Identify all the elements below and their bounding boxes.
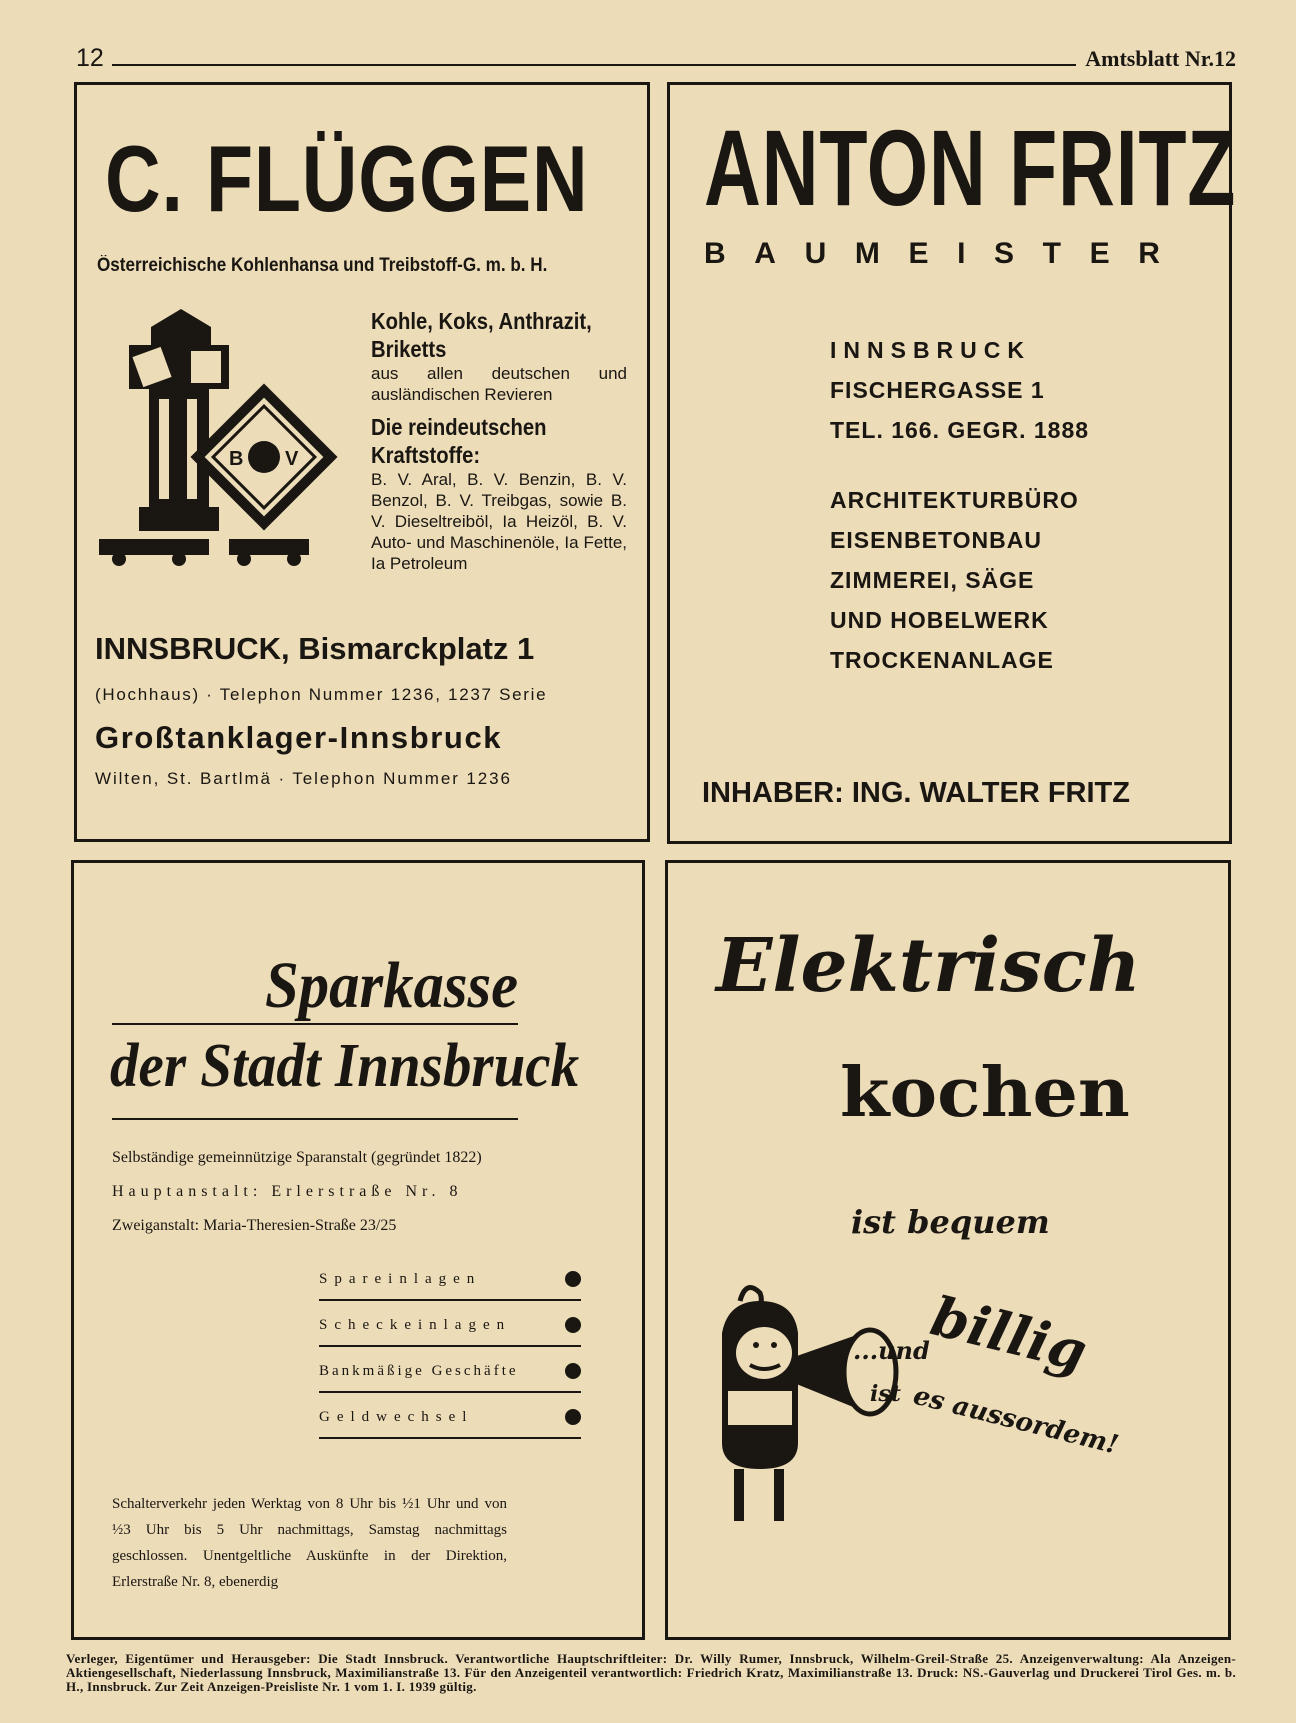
list-item [319, 1393, 581, 1439]
tagline: ist bequem [851, 1203, 1050, 1241]
depot-name: Großtanklager-Innsbruck [95, 720, 503, 755]
journal-title: Amtsblatt Nr.12 [1085, 46, 1236, 71]
company-name: ANTON FRITZ [704, 107, 1237, 228]
slogan-ausserdem: es aussordem! [910, 1380, 1122, 1461]
owner: INHABER: ING. WALTER FRITZ [702, 777, 1130, 809]
title-rule [112, 1118, 518, 1120]
ad-sparkasse [71, 860, 645, 1640]
service-label: Spareinlagen [319, 1271, 482, 1287]
city: INNSBRUCK [830, 337, 1031, 363]
products-heading: Kohle, Koks, Anthrazit, [371, 308, 592, 334]
list-item [319, 1301, 581, 1347]
bullet-icon [565, 1363, 581, 1379]
title-rule [112, 1023, 518, 1025]
bank-title: Sparkasse [264, 949, 518, 1022]
bullet-icon [565, 1317, 581, 1333]
page-number: 12 [76, 44, 104, 72]
ad-elektrisch-kochen [665, 860, 1231, 1640]
fuel-pump-illustration [99, 307, 339, 577]
street: FISCHERGASSE 1 [830, 377, 1045, 403]
ad-flueggen [74, 82, 650, 842]
profession-letter: A [754, 237, 776, 270]
profession-letter: E [908, 237, 929, 270]
service-item: TROCKENANLAGE [830, 647, 1054, 673]
service-label: Bankmäßige Geschäfte [319, 1363, 519, 1379]
bank-info-line: Selbständige gemeinnützige Sparanstalt (gegründet 1822) [112, 1149, 482, 1166]
depot-phone: Wilten, St. Bartlmä · Telephon Nummer 1236 [95, 769, 512, 788]
headline-kochen: kochen [840, 1053, 1130, 1133]
fuels-heading-2: Kraftstoffe: [371, 442, 481, 468]
bullet-icon [565, 1271, 581, 1287]
profession-letter: I [957, 237, 966, 270]
logo-letter-b: B [229, 448, 244, 470]
profession-letter: E [1089, 237, 1110, 270]
products-text: aus allen deutschen und ausländischen Revieren [371, 364, 627, 404]
company-subtitle: Österreichische Kohlenhansa und Treibstoff-G. m. b. H. [97, 255, 548, 276]
service-label: Geldwechsel [319, 1409, 474, 1425]
bullet-icon [565, 1409, 581, 1425]
products-heading-2: Briketts [371, 336, 447, 362]
service-item: EISENBETONBAU [830, 527, 1042, 553]
fuels-text: B. V. Aral, B. V. Benzin, B. V. Benzol, B. V. Treibgas, sowie B. V. Dieseltreiböl, Ia Heizöl, B. V. Auto- und Maschinenöle, Ia Fette, Ia Petroleum [371, 470, 627, 573]
slogan-und: ...und [853, 1336, 930, 1365]
slogan-ist: ist [870, 1381, 901, 1407]
bank-branch: Zweiganstalt: Maria-Theresien-Straße 23/25 [112, 1217, 397, 1234]
profession [704, 237, 1160, 271]
profession-letter: T [1042, 237, 1061, 270]
contact-block [830, 330, 1089, 680]
company-address: INNSBRUCK, Bismarckplatz 1 [95, 631, 535, 666]
imprint: Verleger, Eigentümer und Herausgeber: Die Stadt Innsbruck. Verantwortliche Hauptschriftleiter: Dr. Willy Rumer, Innsbruck, Wilhelm-Greil-Straße 25. Anzeigenverwaltung: Ala Anzeigen-Aktiengesellschaft, Niederlassung Innsbruck, Maximilianstraße 13. Für den Anzeigenteil verantwortlich: Friedrich Kratz, Maximilianstraße 13. Druck: NS.-Gauverlag und Druckerei Tirol Ges. m. b. H., Innsbruck. Zur Zeit Anzeigen-Preisliste Nr. 1 vom 1. I. 1939 gültig. [66, 1651, 1236, 1694]
profession-letter: R [1138, 237, 1160, 270]
product-column [371, 307, 627, 574]
service-list [319, 1255, 581, 1439]
service-item: ZIMMEREI, SÄGE [830, 567, 1035, 593]
profession-letter: M [854, 237, 880, 270]
bank-main-office: Hauptanstalt: Erlerstraße Nr. 8 [112, 1183, 463, 1200]
list-item [319, 1255, 581, 1301]
service-item: ARCHITEKTURBÜRO [830, 487, 1079, 513]
bank-title-2: der Stadt Innsbruck [110, 1032, 580, 1100]
header-rule [112, 64, 1076, 66]
bank-info [112, 1141, 482, 1243]
ad-anton-fritz [667, 82, 1237, 844]
page-header [76, 42, 1236, 72]
company-phone: (Hochhaus) · Telephon Nummer 1236, 1237 Serie [95, 685, 548, 704]
slogan-billig: billig [924, 1283, 1094, 1384]
profession-letter: U [804, 237, 827, 270]
fuels-heading: Die reindeutschen [371, 414, 547, 440]
company-name: C. FLÜGGEN [105, 126, 589, 231]
profession-letter: S [994, 237, 1015, 270]
opening-hours: Schalterverkehr jeden Werktag von 8 Uhr bis ½1 Uhr und von ½3 Uhr bis 5 Uhr nachmittags, Samstag nachmittags geschlossen. Unentgeltliche Auskünfte in der Direktion, Erlerstraße Nr. 8, ebenerdig [112, 1496, 507, 1590]
telephone: TEL. 166. GEGR. 1888 [830, 417, 1090, 443]
service-label: Scheckeinlagen [319, 1317, 512, 1333]
profession-letter: B [704, 237, 726, 270]
service-item: UND HOBELWERK [830, 607, 1049, 633]
plug-mascot-illustration [698, 1273, 1168, 1583]
headline: Elektrisch [716, 923, 1141, 1009]
list-item [319, 1347, 581, 1393]
logo-letter-v: V [285, 448, 299, 470]
